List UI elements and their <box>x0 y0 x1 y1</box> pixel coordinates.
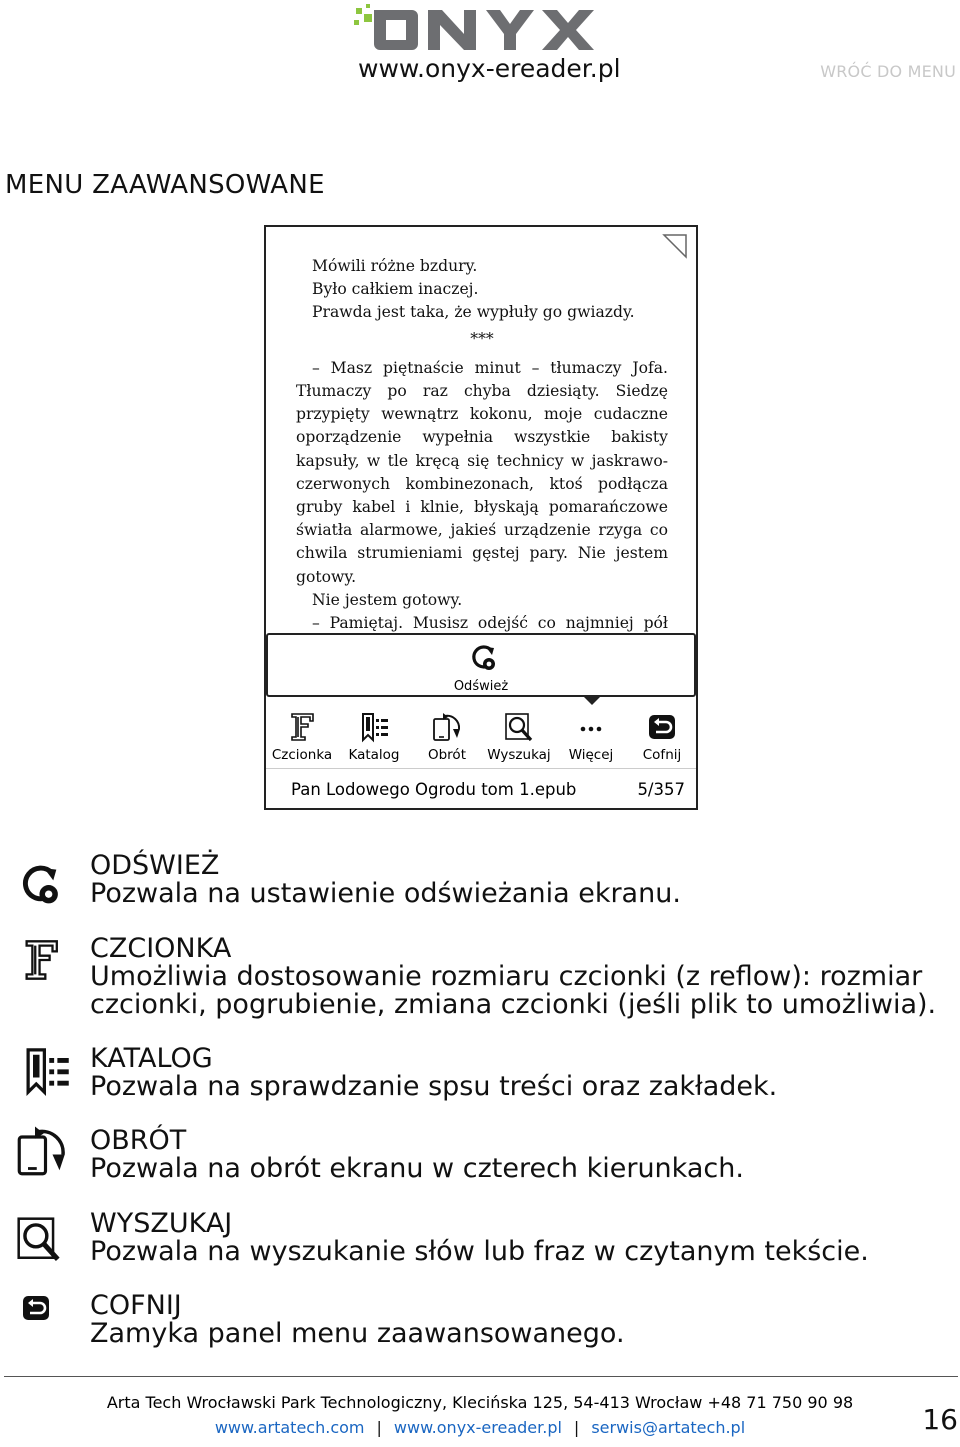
rotate-icon <box>431 711 463 743</box>
reader-toolbar <box>266 701 696 765</box>
toolbar-divider <box>266 768 696 769</box>
footer-link-artatech[interactable]: www.artatech.com <box>214 1418 365 1437</box>
book-line: oporządzenie wypełnia wszystkie bakisty <box>296 428 668 447</box>
book-line: światła alarmowe, jakieś urządzenie rzyga co <box>296 521 668 540</box>
legend-description: Pozwala na wyszukanie słów lub fraz w czytanym tekście. <box>90 1236 869 1267</box>
legend-description: Pozwala na sprawdzanie spsu treści oraz zakładek. <box>90 1071 778 1102</box>
refresh-label: Odśwież <box>453 679 509 694</box>
page-indicator: 5/357 <box>637 780 685 799</box>
legend-description: Pozwala na obrót ekranu w czterech kierunkach. <box>90 1153 744 1184</box>
page-number: 16 <box>922 1403 958 1436</box>
page-title: MENU ZAAWANSOWANE <box>5 170 325 200</box>
legend-title: CZCIONKA <box>90 933 232 964</box>
refresh-panel[interactable] <box>266 633 696 697</box>
search-icon <box>503 711 535 743</box>
legend-title: KATALOG <box>90 1043 213 1074</box>
toolbar-catalog-button[interactable] <box>338 711 410 763</box>
footer-separator: | <box>376 1418 382 1437</box>
back-icon <box>20 1292 52 1324</box>
back-to-menu-link[interactable]: WRÓĆ DO MENU <box>820 62 956 81</box>
refresh-icon <box>469 643 499 673</box>
book-line: gruby kabel i klnie, błyskają pomarańczowe <box>296 498 668 517</box>
catalog-icon <box>358 711 390 743</box>
refresh-icon <box>18 862 64 908</box>
book-line: Mówili różne bzdury. <box>312 257 478 275</box>
book-line: *** <box>470 329 494 348</box>
toolbar-rotate-button[interactable] <box>411 711 483 763</box>
footer-divider <box>4 1376 958 1377</box>
legend-title: WYSZUKAJ <box>90 1208 233 1239</box>
toolbar-back-button[interactable] <box>626 711 698 763</box>
legend-description: Pozwala na ustawienie odświeżania ekranu. <box>90 878 681 909</box>
toolbar-label: Wyszukaj <box>487 747 551 763</box>
book-text <box>296 255 668 635</box>
toolbar-label: Więcej <box>568 747 614 763</box>
logo-wordmark <box>374 10 594 50</box>
more-icon <box>575 711 607 743</box>
logo-mark-icon <box>354 4 372 25</box>
footer-address: Arta Tech Wrocławski Park Technologiczny, Klecińska 125, 54-413 Wrocław +48 71 750 90 98 <box>106 1393 854 1412</box>
book-line: gotowy. <box>296 567 357 586</box>
toolbar-more-button[interactable] <box>555 711 627 763</box>
footer-link-onyx[interactable]: www.onyx-ereader.pl <box>393 1418 562 1437</box>
ereader-screenshot <box>264 225 698 810</box>
rotate-icon <box>14 1123 70 1179</box>
book-line: kapsuły, w tle kręcą się technicy w jaskrawo- <box>296 451 668 470</box>
toolbar-label: Czcionka <box>271 747 333 763</box>
book-line: Prawda jest taka, że wypłuły go gwiazdy. <box>312 303 635 322</box>
font-icon <box>286 711 318 743</box>
book-line: przypięty wewnątrz kokonu, moje cudaczne <box>296 405 668 424</box>
toolbar-label: Cofnij <box>642 747 682 763</box>
toolbar-font-button[interactable] <box>266 711 338 763</box>
search-icon <box>14 1214 64 1264</box>
footer-separator: | <box>573 1418 580 1437</box>
book-line: Tłumaczy po raz chyba dziesiąty. Siedzę <box>296 382 668 401</box>
book-line: – Masz piętnaście minut – tłumaczy Jofa. <box>312 358 668 377</box>
footer-link-email[interactable]: serwis@artatech.pl <box>591 1418 746 1437</box>
book-line: chwila strumieniami gęstej pary. Nie jestem <box>296 544 668 563</box>
footer-links <box>0 1418 960 1437</box>
legend-title: ODŚWIEŻ <box>90 850 220 881</box>
legend-title: COFNIJ <box>90 1290 182 1321</box>
book-file-name: Pan Lodowego Ogrodu tom 1.epub <box>291 780 577 799</box>
book-line: Nie jestem gotowy. <box>312 590 463 609</box>
back-icon <box>646 711 678 743</box>
legend-title: OBRÓT <box>90 1125 187 1156</box>
toolbar-label: Obrót <box>427 747 466 763</box>
toolbar-search-button[interactable] <box>483 711 555 763</box>
book-line: czerwonych kombinezonach, ktoś podłącza <box>296 474 668 493</box>
book-line: – Pamiętaj. Musisz odejść co najmniej pół <box>312 614 668 633</box>
legend-description: Umożliwia dostosowanie rozmiaru czcionki (z reflow): rozmiar czcionki, pogrubienie, zmiana czcionki (jeśli plik to umożliwia). <box>90 961 937 1020</box>
book-line: Było całkiem inaczej. <box>312 280 479 299</box>
toolbar-label: Katalog <box>348 747 400 763</box>
onyx-logo[interactable] <box>352 2 610 52</box>
site-url[interactable]: www.onyx-ereader.pl <box>358 54 621 83</box>
legend-description: Zamyka panel menu zaawansowanego. <box>90 1318 625 1349</box>
catalog-icon <box>20 1045 72 1097</box>
font-icon <box>18 935 64 985</box>
